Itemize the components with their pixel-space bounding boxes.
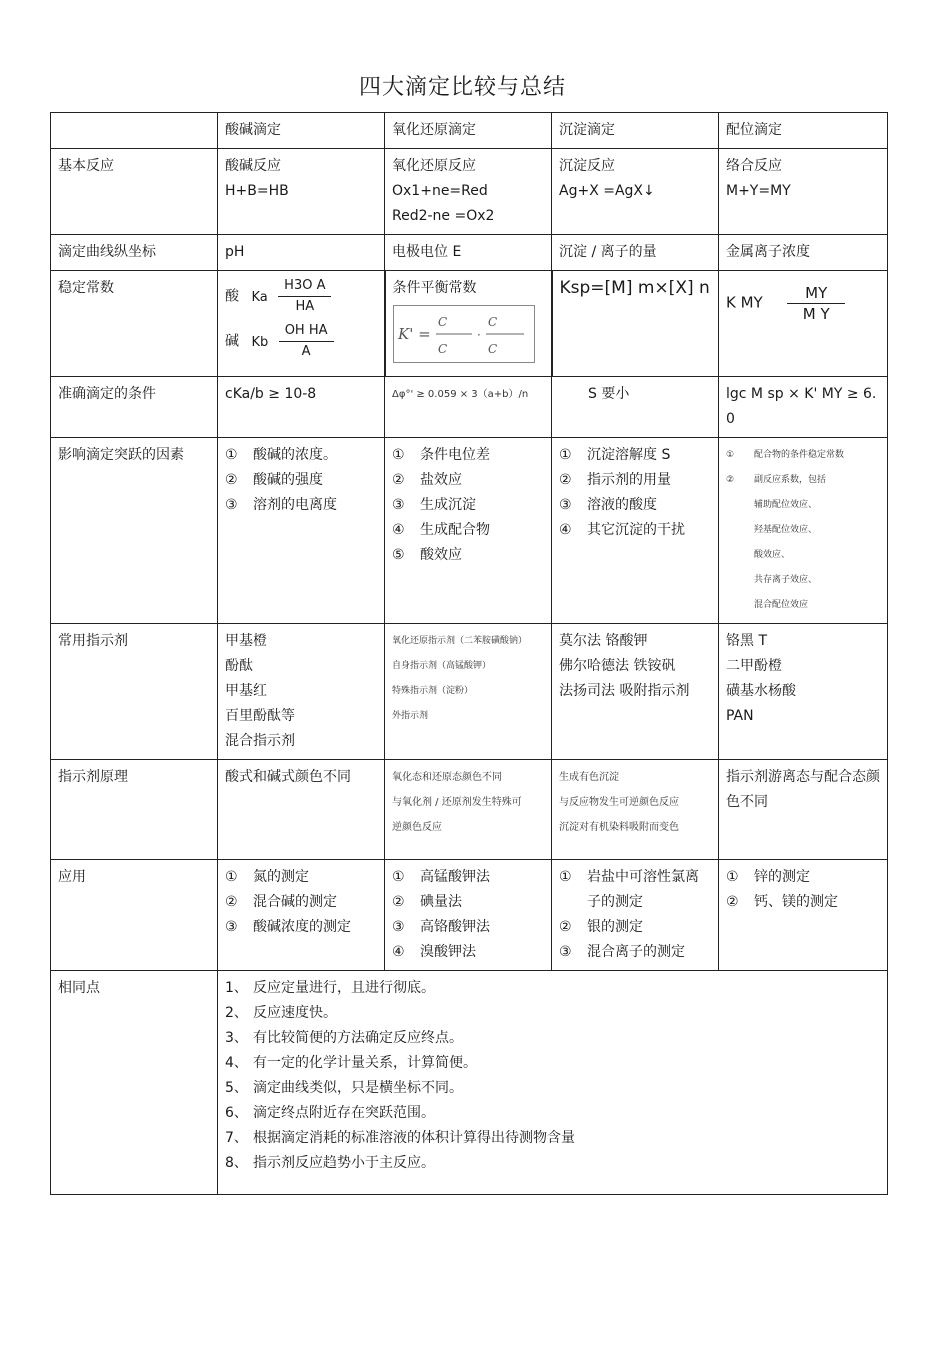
item-number: 1、: [225, 980, 248, 996]
list-item: [225, 468, 377, 493]
equation: Ox1+ne=Red: [392, 183, 488, 199]
item-marker: ①: [225, 869, 238, 885]
list-item: [559, 493, 711, 518]
cell-acid: [218, 860, 385, 971]
item-text: 生成沉淀: [420, 497, 476, 513]
base-constant: [225, 321, 377, 362]
list-item: [225, 865, 377, 890]
cell-text: 氧化还原反应: [392, 158, 476, 174]
list-item: [726, 890, 880, 915]
item-marker: ②: [726, 475, 735, 485]
item-text: 酸效应: [420, 547, 462, 563]
item-marker: ①: [392, 869, 405, 885]
cell-redox: [385, 271, 552, 377]
item-number: 8、: [225, 1155, 248, 1171]
item-number: 5、: [225, 1080, 248, 1096]
item-number: 6、: [225, 1105, 248, 1121]
list-item: [225, 1026, 880, 1051]
list-item: 与反应物发生可逆颜色反应: [559, 797, 679, 808]
cell-redox: [385, 149, 552, 235]
kb-numerator: OH HA: [279, 321, 334, 342]
list-item: 特殊指示剂（淀粉）: [392, 686, 474, 696]
cell-precip: [552, 860, 719, 971]
cell-acid: cKa/b ≥ 10-8: [218, 377, 385, 438]
cell-text: 酸碱反应: [225, 158, 281, 174]
list-item: 百里酚酞等: [225, 708, 295, 724]
item-text: 溶剂的电离度: [253, 497, 337, 513]
list-item: [392, 493, 544, 518]
list-item: [225, 915, 377, 940]
item-marker: ③: [392, 919, 405, 935]
list-item: [559, 518, 711, 543]
item-text: 溴酸钾法: [420, 944, 476, 960]
cell-text: 络合反应: [726, 158, 782, 174]
list-item: PAN: [726, 708, 754, 724]
row-label: 基本反应: [51, 149, 218, 235]
svg-text:K' =: K' =: [397, 325, 431, 343]
item-marker: ②: [559, 472, 572, 488]
list-item: 辅助配位效应、: [754, 500, 818, 510]
cell-acid: [218, 438, 385, 624]
item-marker: ②: [225, 894, 238, 910]
list-item: 甲基橙: [225, 633, 267, 649]
equation: H+B=HB: [225, 183, 289, 199]
row-label: 稳定常数: [51, 271, 218, 377]
item-marker: ①: [559, 869, 572, 885]
list-item: [559, 443, 711, 468]
item-text: 沉淀溶解度 S: [587, 447, 671, 463]
row-label: 滴定曲线纵坐标: [51, 235, 218, 271]
row-label: 准确滴定的条件: [51, 377, 218, 438]
item-marker: ④: [392, 944, 405, 960]
item-marker: ④: [559, 522, 572, 538]
cell-redox: [385, 624, 552, 760]
list-item: [392, 543, 544, 568]
cell-redox: [385, 860, 552, 971]
list-item: 二甲酚橙: [726, 658, 782, 674]
kb-symbol: Kb: [251, 334, 269, 350]
list-item: [225, 976, 880, 1001]
list-item: [225, 1076, 880, 1101]
row-application: [51, 860, 888, 971]
item-text: 盐效应: [420, 472, 462, 488]
kb-fraction: [279, 321, 334, 362]
item-marker: ①: [726, 450, 735, 460]
cell-precip: [552, 438, 719, 624]
equation: Ag+X =AgX↓: [559, 183, 655, 199]
row-indicators: [51, 624, 888, 760]
item-marker: ③: [559, 944, 572, 960]
item-marker: ②: [392, 472, 405, 488]
row-curve-axis: [51, 235, 888, 271]
equation: M+Y=MY: [726, 183, 791, 199]
cell-complex: [719, 438, 888, 624]
cell-complex: [719, 271, 888, 377]
cell-precip: [552, 149, 719, 235]
item-marker: ②: [559, 919, 572, 935]
list-item: 混合指示剂: [225, 733, 295, 749]
item-marker: ③: [559, 497, 572, 513]
item-number: 2、: [225, 1005, 248, 1021]
list-item: 外指示剂: [392, 711, 429, 721]
list-item: 佛尔哈德法 铁铵矾: [559, 658, 676, 674]
list-item: [225, 493, 377, 518]
ka-fraction: [278, 276, 331, 317]
item-marker: ①: [392, 447, 405, 463]
row-label: 应用: [51, 860, 218, 971]
item-marker: ①: [225, 447, 238, 463]
list-item: [726, 865, 880, 890]
item-marker: ②: [392, 894, 405, 910]
ka-symbol: Ka: [251, 289, 268, 305]
item-marker: ③: [225, 497, 238, 513]
header-cell-empty: [51, 113, 218, 149]
cell-precip: [552, 271, 719, 377]
item-number: 4、: [225, 1055, 248, 1071]
list-item: 氧化态和还原态颜色不同: [392, 772, 502, 783]
list-item: [392, 915, 544, 940]
cell-precip: S 要小: [552, 377, 719, 438]
cell-complex: [719, 624, 888, 760]
item-text: 酸碱浓度的测定: [253, 919, 351, 935]
item-text: 有一定的化学计量关系，计算简便。: [253, 1055, 477, 1071]
item-text: 反应定量进行，且进行彻底。: [253, 980, 435, 996]
item-text: 指示剂反应趋势小于主反应。: [253, 1155, 435, 1171]
kb-denominator: A: [301, 344, 311, 359]
list-item: 铬黑 T: [726, 633, 768, 649]
row-indicator-principle: [51, 760, 888, 860]
list-item: 酚酞: [225, 658, 253, 674]
list-item: 混合配位效应: [754, 600, 809, 610]
equation: Red2-ne =Ox2: [392, 208, 495, 224]
item-text: 高铬酸钾法: [420, 919, 490, 935]
row-label: 影响滴定突跃的因素: [51, 438, 218, 624]
item-text: 锌的测定: [754, 869, 810, 885]
base-label: 碱: [225, 333, 239, 350]
comparison-table: [50, 112, 888, 1195]
item-marker: ①: [559, 447, 572, 463]
item-text: 根据滴定消耗的标准溶液的体积计算得出待测物含量: [253, 1130, 575, 1146]
list-item: [559, 915, 711, 940]
item-text: 滴定曲线类似，只是横坐标不同。: [253, 1080, 463, 1096]
list-item: [392, 518, 544, 543]
acid-label: 酸: [225, 288, 239, 305]
header-acid-base: 酸碱滴定: [218, 113, 385, 149]
cell-complex: [719, 860, 888, 971]
acid-constant: [225, 276, 377, 317]
list-item: 沉淀对有机染料吸附而变色: [559, 822, 679, 833]
cell-acid: [218, 624, 385, 760]
row-basic-reaction: [51, 149, 888, 235]
row-stability-constant: [51, 271, 888, 377]
cell-complex: [719, 149, 888, 235]
list-item: 生成有色沉淀: [559, 772, 619, 783]
list-item: [559, 940, 711, 965]
cell-acid: [218, 271, 385, 377]
list-item: 法扬司法 吸附指示剂: [559, 683, 690, 699]
list-item: [225, 890, 377, 915]
kmy-symbol: K MY: [726, 293, 763, 312]
list-item: 莫尔法 铬酸钾: [559, 633, 648, 649]
cell-acid: 酸式和碱式颜色不同: [218, 760, 385, 860]
row-jump-factors: [51, 438, 888, 624]
item-marker: ②: [726, 894, 739, 910]
common-points-cell: [218, 971, 888, 1195]
cell-complex: 金属离子浓度: [719, 235, 888, 271]
item-text: 岩盐中可溶性氯离子的测定: [587, 869, 699, 910]
item-text: 反应速度快。: [253, 1005, 337, 1021]
kmy-denominator: M Y: [802, 305, 830, 323]
item-text: 酸碱的强度: [253, 472, 323, 488]
svg-text:C: C: [487, 315, 497, 329]
item-text: 其它沉淀的干扰: [587, 522, 685, 538]
list-item: [726, 468, 880, 493]
item-text: 高锰酸钾法: [420, 869, 490, 885]
item-text: 副反应系数，包括: [754, 475, 827, 485]
list-item: [392, 865, 544, 890]
item-marker: ③: [392, 497, 405, 513]
conditional-constant-formula-image: [393, 305, 535, 363]
cell-acid: [218, 149, 385, 235]
item-text: 指示剂的用量: [587, 472, 671, 488]
item-text: 混合离子的测定: [587, 944, 685, 960]
item-text: 钙、镁的测定: [754, 894, 838, 910]
item-text: 碘量法: [420, 894, 462, 910]
list-item: [392, 443, 544, 468]
ksp-formula: Ksp=[M] m×[X] n: [559, 278, 710, 298]
cell-redox: [385, 760, 552, 860]
svg-text:C: C: [437, 315, 447, 329]
list-item: 酸效应、: [754, 550, 791, 560]
list-item: [225, 1126, 880, 1151]
kmy-fraction: [787, 283, 845, 324]
item-text: 滴定终点附近存在突跃范围。: [253, 1105, 435, 1121]
kmy-numerator: MY: [787, 283, 845, 304]
list-item: [225, 1151, 880, 1176]
item-text: 银的测定: [587, 919, 643, 935]
formula-graphic: [394, 306, 534, 362]
item-text: 氮的测定: [253, 869, 309, 885]
svg-text:C: C: [437, 342, 447, 356]
list-item: [225, 443, 377, 468]
cell-complex: lgc M sp × K' MY ≥ 6.0: [719, 377, 888, 438]
cell-text: 条件平衡常数: [392, 280, 477, 296]
cell-redox: [385, 438, 552, 624]
item-text: 配合物的条件稳定常数: [754, 450, 845, 460]
row-titration-condition: [51, 377, 888, 438]
list-item: 与氧化剂 / 还原剂发生特殊可: [392, 797, 522, 808]
cell-redox: Δφ°' ≥ 0.059 × 3（a+b）/n: [385, 377, 552, 438]
row-label: 相同点: [51, 971, 218, 1195]
item-marker: ③: [225, 919, 238, 935]
item-number: 7、: [225, 1130, 248, 1146]
row-common-points: [51, 971, 888, 1195]
list-item: [559, 468, 711, 493]
list-item: [392, 940, 544, 965]
list-item: 自身指示剂（高锰酸钾）: [392, 661, 492, 671]
cell-acid: pH: [218, 235, 385, 271]
page-title: 四大滴定比较与总结: [358, 75, 566, 100]
list-item: [392, 890, 544, 915]
list-item: 甲基红: [225, 683, 267, 699]
header-row: [51, 113, 888, 149]
list-item: 磺基水杨酸: [726, 683, 796, 699]
svg-text:·: ·: [476, 328, 481, 342]
cell-precip: [552, 760, 719, 860]
cell-text: 沉淀反应: [559, 158, 615, 174]
row-label: 常用指示剂: [51, 624, 218, 760]
list-item: 共存离子效应、: [754, 575, 818, 585]
item-text: 溶液的酸度: [587, 497, 657, 513]
header-precipitation: 沉淀滴定: [552, 113, 719, 149]
item-text: 条件电位差: [420, 447, 490, 463]
row-label: 指示剂原理: [51, 760, 218, 860]
item-text: 生成配合物: [420, 522, 490, 538]
list-item: [559, 865, 711, 915]
item-text: 酸碱的浓度。: [253, 447, 337, 463]
item-marker: ⑤: [392, 547, 405, 563]
list-item: [225, 1001, 880, 1026]
ka-numerator: H3O A: [278, 276, 331, 297]
header-redox: 氧化还原滴定: [385, 113, 552, 149]
cell-precip: 沉淀 / 离子的量: [552, 235, 719, 271]
list-item: 氧化还原指示剂（二苯胺磺酸钠）: [392, 636, 528, 646]
list-item: [225, 1101, 880, 1126]
item-marker: ④: [392, 522, 405, 538]
ka-denominator: HA: [295, 299, 315, 314]
item-text: 有比较简便的方法确定反应终点。: [253, 1030, 463, 1046]
svg-text:C: C: [487, 342, 497, 356]
list-item: 羟基配位效应、: [754, 525, 818, 535]
item-text: 混合碱的测定: [253, 894, 337, 910]
cell-precip: [552, 624, 719, 760]
item-number: 3、: [225, 1030, 248, 1046]
list-item: [225, 1051, 880, 1076]
header-complexation: 配位滴定: [719, 113, 888, 149]
list-item: [392, 468, 544, 493]
cell-complex: 指示剂游离态与配合态颜色不同: [719, 760, 888, 860]
item-marker: ①: [726, 869, 739, 885]
list-item: [726, 443, 880, 468]
list-item: 逆颜色反应: [392, 822, 442, 833]
cell-redox: 电极电位 E: [385, 235, 552, 271]
item-marker: ②: [225, 472, 238, 488]
